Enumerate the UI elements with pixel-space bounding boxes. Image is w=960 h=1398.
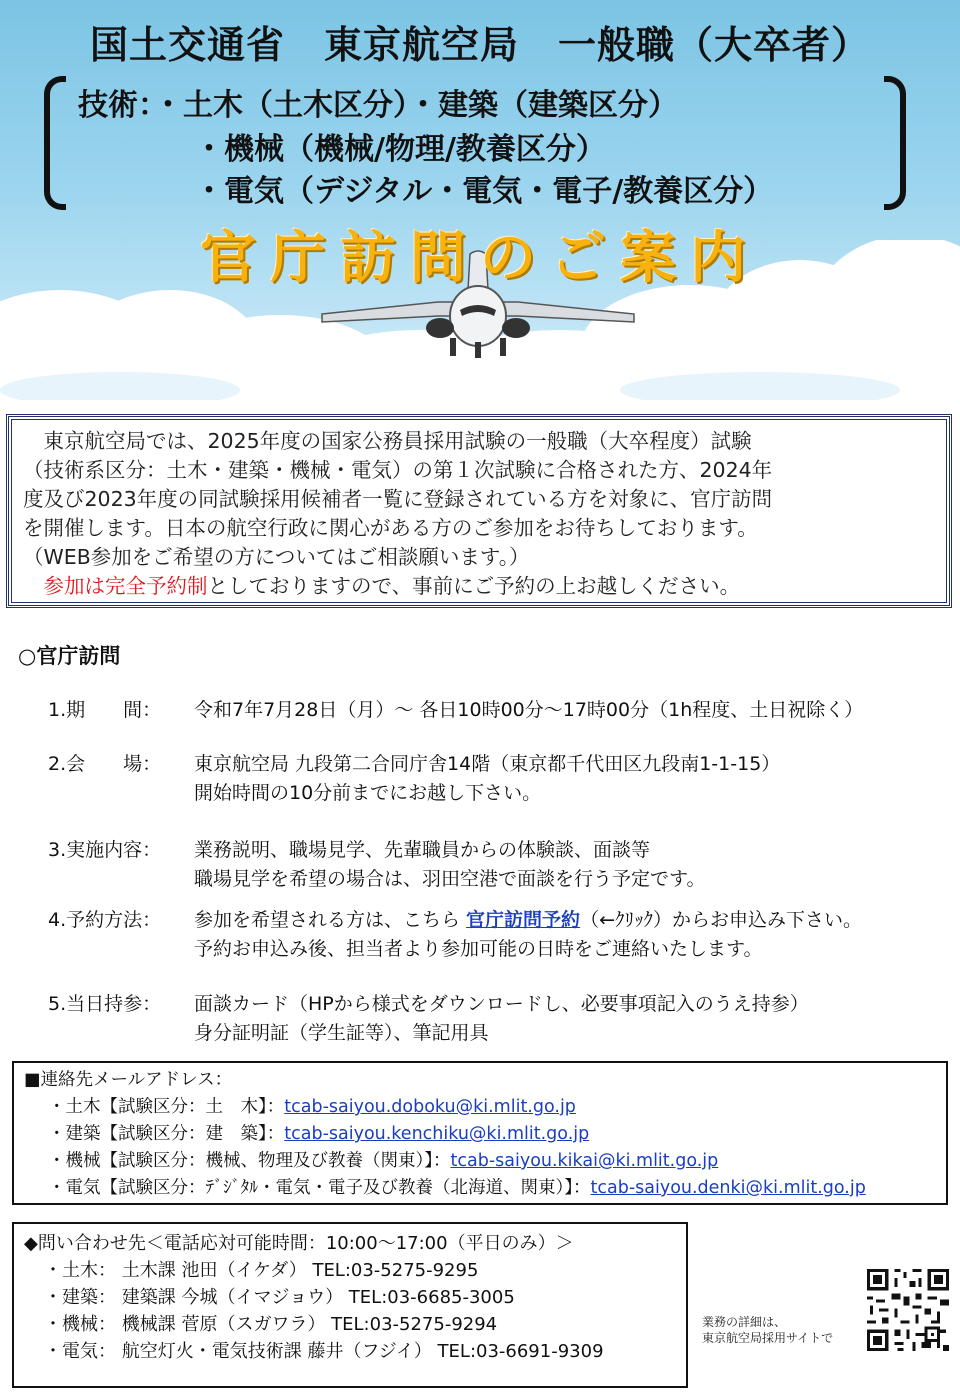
intro-line-reservation	[23, 572, 935, 601]
section-heading: ○官庁訪問	[18, 644, 121, 668]
detail-value: 参加を希望される方は、こちら	[194, 909, 467, 931]
email-item-doboku	[24, 1094, 936, 1121]
intro-line-rest: としておりますので、事前にご予約の上お越しください。	[207, 574, 741, 598]
detail-row-reservation	[48, 906, 862, 964]
intro-line: 東京航空局では、2025年度の国家公務員採用試験の一般職（大卒程度）試験	[23, 429, 752, 453]
detail-row-content	[48, 836, 705, 894]
contact-item: ・機械： 機械課 菅原（スガワラ） TEL:03-5275-9294	[44, 1314, 498, 1335]
qr-note-line: 東京航空局採用サイトで	[702, 1331, 834, 1345]
email-label: ・建築【試験区分：建 築】：	[48, 1124, 285, 1144]
detail-value: 身分証明証（学生証等）、筆記用具	[194, 1022, 489, 1044]
intro-box	[6, 414, 952, 608]
contact-item: ・建築： 建築課 今城（イマジョウ） TEL:03-6685-3005	[44, 1287, 515, 1308]
page-title: 国土交通省 東京航空局 一般職（大卒者）	[89, 23, 870, 67]
header-banner	[0, 0, 960, 400]
phone-contacts-box	[12, 1222, 688, 1388]
visit-title: 官庁訪問のご案内	[200, 226, 760, 291]
detail-row-venue	[48, 750, 780, 808]
detail-value: 令和7年7月28日（月）～ 各日10時00分～17時00分（1h程度、土日祝除く）	[194, 699, 864, 721]
detail-row-bring	[48, 990, 809, 1048]
detail-label: 3.実施内容：	[48, 839, 162, 861]
detail-value: 予約お申込み後、担当者より参加可能の日時をご連絡いたします。	[194, 938, 763, 960]
detail-value: （←ｸﾘｯｸ）からお申込み下さい。	[580, 909, 862, 931]
email-contacts-box	[12, 1061, 948, 1205]
email-item-kikai	[24, 1148, 936, 1175]
bracket-left	[44, 76, 66, 210]
email-link[interactable]: tcab-saiyou.doboku@ki.mlit.go.jp	[284, 1097, 576, 1117]
detail-value: 東京航空局 九段第二合同庁舎14階（東京都千代田区九段南1-1-15）	[194, 753, 781, 775]
contact-item: ・土木： 土木課 池田（イケダ） TEL:03-5275-9295	[44, 1260, 479, 1281]
intro-line: （技術系区分：土木・建築・機械・電気）の第１次試験に合格された方、2024年	[23, 458, 773, 482]
email-heading: ■連絡先メールアドレス：	[24, 1070, 233, 1090]
detail-label: 2.会 場：	[48, 753, 162, 775]
detail-value: 業務説明、職場見学、先輩職員からの体験談、面談等	[194, 839, 651, 861]
tech-category-line-3: ・電気（デジタル・電気・電子/教養区分）	[194, 174, 774, 209]
reservation-link[interactable]: 官庁訪問予約	[466, 909, 581, 931]
detail-label: 4.予約方法：	[48, 909, 162, 931]
email-link[interactable]: tcab-saiyou.denki@ki.mlit.go.jp	[590, 1178, 866, 1198]
contact-heading: ◆問い合わせ先＜電話応対可能時間：10:00～17:00（平日のみ）＞	[24, 1233, 574, 1254]
email-label: ・機械【試験区分：機械、物理及び教養（関東）】：	[48, 1151, 451, 1171]
email-label: ・土木【試験区分：土 木】：	[48, 1097, 285, 1117]
qr-note-line: 業務の詳細は、	[702, 1315, 787, 1329]
intro-line: （WEB参加をご希望の方についてはご相談願います。）	[23, 545, 530, 569]
email-link[interactable]: tcab-saiyou.kikai@ki.mlit.go.jp	[450, 1151, 719, 1171]
tech-category-line-1: 技術：・土木（土木区分）・建築（建築区分）	[78, 88, 678, 123]
detail-value: 職場見学を希望の場合は、羽田空港で面談を行う予定です。	[194, 868, 706, 890]
detail-row-period	[48, 696, 863, 725]
detail-label: 1.期 間：	[48, 699, 162, 721]
intro-line: 度及び2023年度の同試験採用候補者一覧に登録されている方を対象に、官庁訪問	[23, 487, 773, 511]
contact-item: ・電気： 航空灯火・電気技術課 藤井（フジイ） TEL:03-6691-9309	[44, 1341, 604, 1362]
bracket-right	[884, 76, 906, 210]
reservation-notice: 参加は完全予約制	[43, 574, 208, 598]
detail-label: 5.当日持参：	[48, 993, 162, 1015]
detail-value: 面談カード（HPから様式をダウンロードし、必要事項記入のうえ持参）	[194, 993, 809, 1015]
email-label: ・電気【試験区分：ﾃﾞｼﾞﾀﾙ・電気・電子及び教養（北海道、関東）】：	[48, 1178, 591, 1198]
qr-code-icon[interactable]	[864, 1266, 952, 1354]
qr-note	[702, 1314, 833, 1346]
intro-line: を開催します。日本の航空行政に関心がある方のご参加をお待ちしております。	[23, 516, 758, 540]
email-item-denki	[24, 1175, 936, 1202]
email-link[interactable]: tcab-saiyou.kenchiku@ki.mlit.go.jp	[284, 1124, 590, 1144]
email-item-kenchiku	[24, 1121, 936, 1148]
tech-category-line-2: ・機械（機械/物理/教養区分）	[194, 132, 606, 167]
detail-value: 開始時間の10分前までにお越し下さい。	[194, 782, 542, 804]
